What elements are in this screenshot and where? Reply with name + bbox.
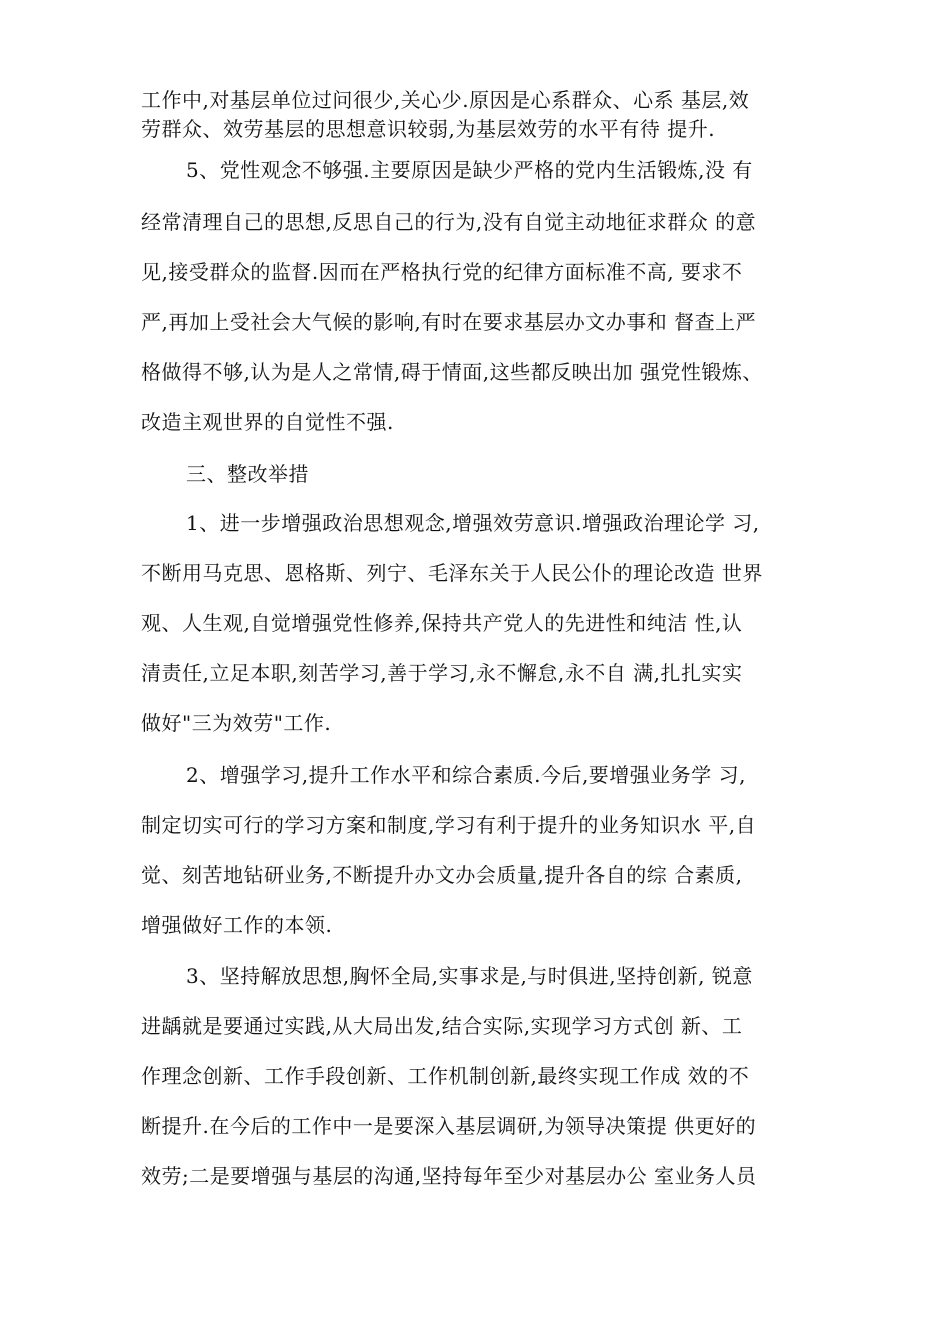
text-line-22: 断提升.在今后的工作中一是要深入基层调研,为领导决策提 供更好的 <box>141 1114 757 1138</box>
text-line-8: 改造主观世界的自觉性不强. <box>141 410 394 434</box>
text-line-20: 进龋就是要通过实践,从大局出发,结合实际,实现学习方式创 新、工 <box>141 1014 743 1038</box>
text-line-3: 5、党性观念不够强.主要原因是缺少严格的党内生活锻炼,没 有 <box>186 158 753 182</box>
text-line-6: 严,再加上受社会大气候的影响,有时在要求基层办文办事和 督查上严 <box>141 310 757 334</box>
text-line-15: 2、增强学习,提升工作水平和综合素质.今后,要增强业务学 习, <box>186 763 747 787</box>
text-line-23: 效劳;二是要增强与基层的沟通,坚持每年至少对基层办公 室业务人员 <box>141 1164 757 1188</box>
text-line-11: 不断用马克思、恩格斯、列宁、毛泽东关于人民公仆的理论改造 世界 <box>141 561 763 585</box>
text-line-2: 劳群众、效劳基层的思想意识较弱,为基层效劳的水平有待 提升. <box>141 117 716 141</box>
text-line-5: 见,接受群众的监督.因而在严格执行党的纪律方面标准不高, 要求不 <box>141 260 743 284</box>
text-line-10: 1、进一步增强政治思想观念,增强效劳意识.增强政治理论学 习, <box>186 511 760 535</box>
text-line-17: 觉、刻苦地钻研业务,不断提升办文办会质量,提升各自的综 合素质, <box>141 863 743 887</box>
text-line-19: 3、坚持解放思想,胸怀全局,实事求是,与时俱进,坚持创新, 锐意 <box>186 964 753 988</box>
text-line-12: 观、人生观,自觉增强党性修养,保持共产党人的先进性和纯洁 性,认 <box>141 611 743 635</box>
text-line-14: 做好"三为效劳"工作. <box>141 711 332 735</box>
text-line-7: 格做得不够,认为是人之常情,碍于情面,这些都反映出加 强党性锻炼、 <box>141 360 763 384</box>
text-line-21: 作理念创新、工作手段创新、工作机制创新,最终实现工作成 效的不 <box>141 1064 750 1088</box>
text-line-13: 清责任,立足本职,刻苦学习,善于学习,永不懈怠,永不自 满,扎扎实实 <box>141 661 743 685</box>
section-heading: 三、整改举措 <box>186 462 309 486</box>
text-line-1: 工作中,对基层单位过问很少,关心少.原因是心系群众、心系 基层,效 <box>141 88 750 112</box>
text-line-18: 增强做好工作的本领. <box>141 913 333 937</box>
text-line-16: 制定切实可行的学习方案和制度,学习有利于提升的业务知识水 平,自 <box>141 813 757 837</box>
text-line-4: 经常清理自己的思想,反思自己的行为,没有自觉主动地征求群众 的意 <box>141 210 757 234</box>
